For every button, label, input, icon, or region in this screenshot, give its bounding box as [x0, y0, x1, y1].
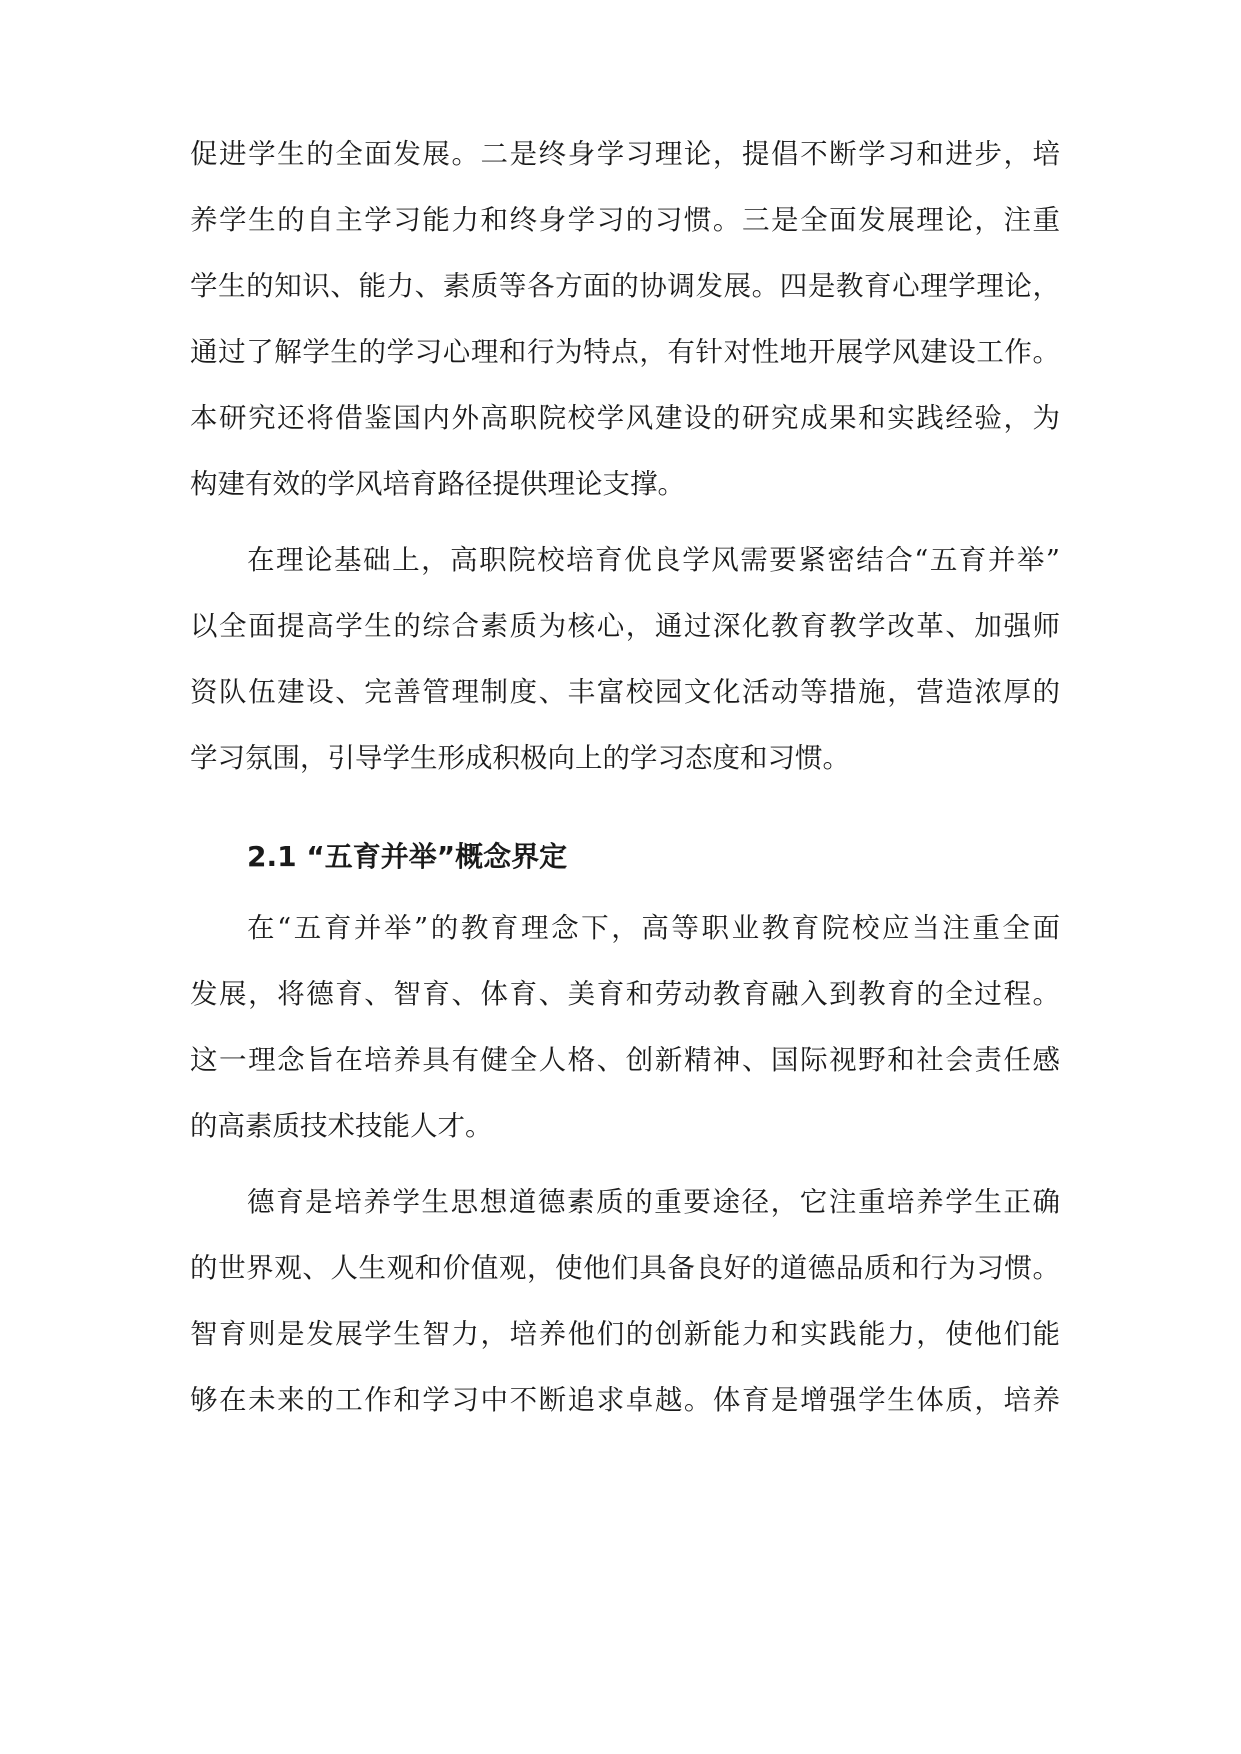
- paragraph-3-line-2: 发展，将德育、智育、体育、美育和劳动教育融入到教育的全过程。: [190, 978, 1060, 1010]
- paragraph-3-line-1: 在“五育并举”的教育理念下，高等职业教育院校应当注重全面: [247, 912, 1060, 944]
- section-heading: 2.1 “五育并举”概念界定: [247, 840, 568, 873]
- paragraph-1-line-1: 促进学生的全面发展。二是终身学习理论，提倡不断学习和进步，培: [190, 138, 1060, 170]
- paragraph-3-line-4: 的高素质技术技能人才。: [190, 1110, 493, 1142]
- paragraph-1-line-2: 养学生的自主学习能力和终身学习的习惯。三是全面发展理论，注重: [190, 204, 1060, 236]
- paragraph-1-line-5: 本研究还将借鉴国内外高职院校学风建设的研究成果和实践经验，为: [190, 402, 1060, 434]
- paragraph-2-line-1: 在理论基础上，高职院校培育优良学风需要紧密结合“五育并举”: [247, 544, 1060, 576]
- paragraph-3-line-3: 这一理念旨在培养具有健全人格、创新精神、国际视野和社会责任感: [190, 1044, 1060, 1076]
- paragraph-4-line-2: 的世界观、人生观和价值观，使他们具备良好的道德品质和行为习惯。: [190, 1252, 1060, 1284]
- paragraph-1-line-4: 通过了解学生的学习心理和行为特点，有针对性地开展学风建设工作。: [190, 336, 1060, 368]
- paragraph-2-line-2: 以全面提高学生的综合素质为核心，通过深化教育教学改革、加强师: [190, 610, 1060, 642]
- paragraph-1-line-3: 学生的知识、能力、素质等各方面的协调发展。四是教育心理学理论，: [190, 270, 1060, 302]
- paragraph-4-line-3: 智育则是发展学生智力，培养他们的创新能力和实践能力，使他们能: [190, 1318, 1060, 1350]
- paragraph-4-line-4: 够在未来的工作和学习中不断追求卓越。体育是增强学生体质，培养: [190, 1384, 1060, 1416]
- paragraph-2-line-4: 学习氛围，引导学生形成积极向上的学习态度和习惯。: [190, 742, 850, 774]
- paragraph-2-line-3: 资队伍建设、完善管理制度、丰富校园文化活动等措施，营造浓厚的: [190, 676, 1060, 708]
- paragraph-4-line-1: 德育是培养学生思想道德素质的重要途径，它注重培养学生正确: [247, 1186, 1060, 1218]
- paragraph-1-line-6: 构建有效的学风培育路径提供理论支撑。: [190, 468, 685, 500]
